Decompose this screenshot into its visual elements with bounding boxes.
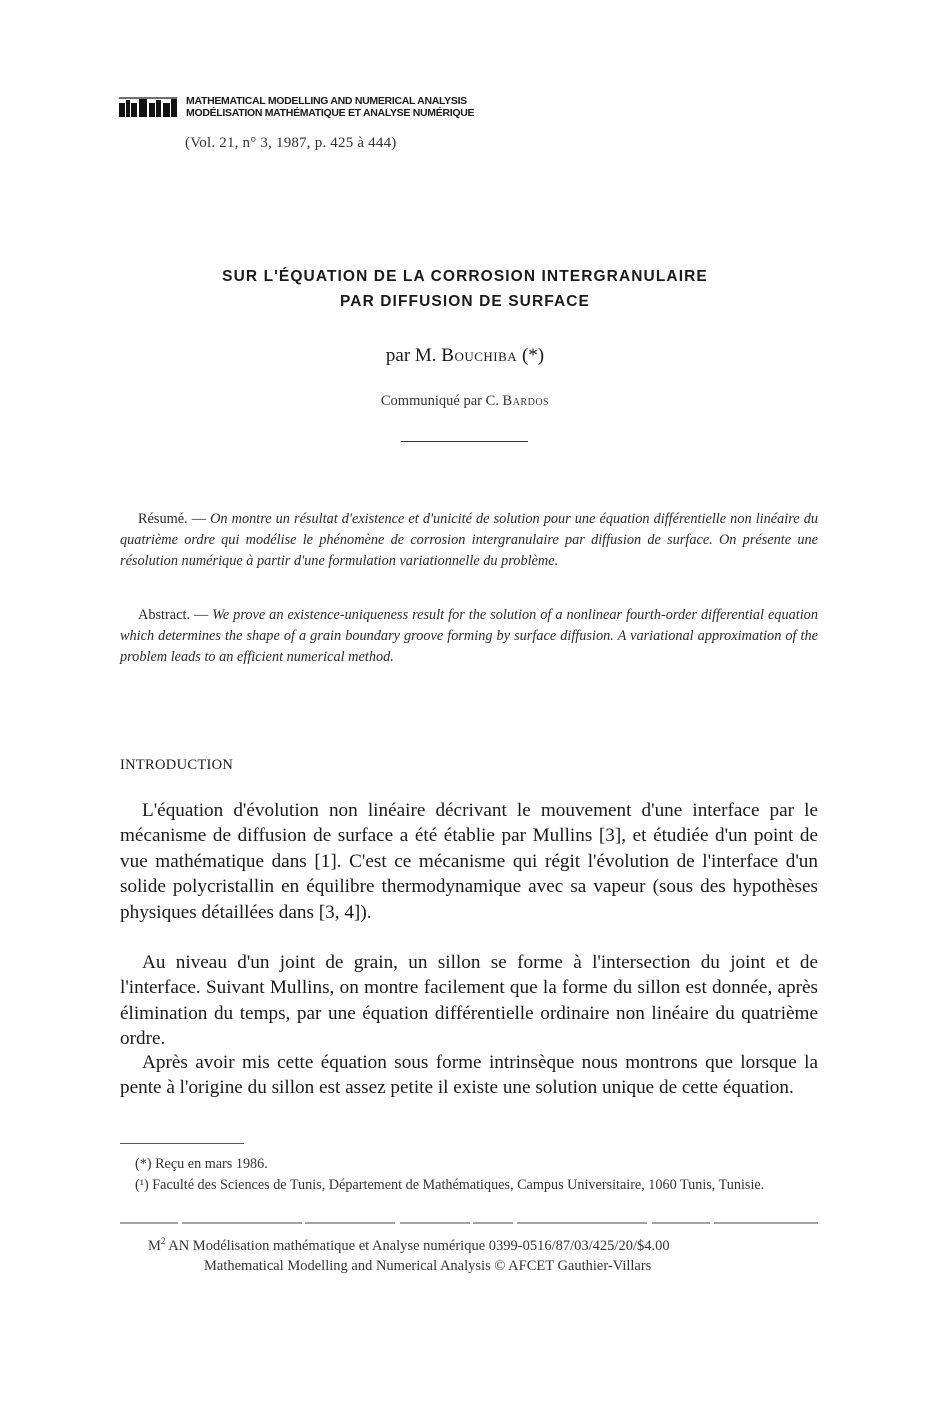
footnote-affiliation [120,1175,818,1195]
resume-text: On montre un résultat d'existence et d'unicité de solution pour une équation différentielle non linéaire du quatrième ordre qui modélise le phénomène de corrosion intergranulaire par diffusion de surface. On présente une résolution numérique à partir d'une formulation variationnelle du problème. [120,511,818,569]
intro-paragraph-2 [120,950,818,1052]
communique-prefix: Communiqué par C. [380,393,499,409]
communicated-by [0,393,930,410]
author-line [0,345,930,367]
author-footnote-mark: (*) [521,345,545,366]
footnote-rule [120,1143,244,1144]
paper-title-line-2: PAR DIFFUSION DE SURFACE [339,293,590,310]
intro-paragraph-3 [120,1050,818,1101]
footnote-2-text: Faculté des Sciences de Tunis, Département de Mathématiques, Campus Universitaire, 1060 Tunis, Tunisie. [152,1177,765,1193]
footnote-1-text: Reçu en mars 1986. [155,1156,268,1172]
title-separator [401,441,528,442]
author-prefix: par M. [385,345,437,366]
journal-logo-icon [119,97,179,119]
abstract-text: We prove an existence-uniqueness result for the solution of a nonlinear fourth-order differential equation which determines the shape of a grain boundary groove forming by surface diffusion. A variational approximation of the problem leads to an efficient numerical method. [120,607,818,665]
intro-paragraph-3-text: Après avoir mis cette équation sous forme intrinsèque nous montrons que lorsque la pente à l'origine du sillon est assez petite il existe une solution unique de cette équation. [120,1052,818,1099]
credit-sup: 2 [160,1236,166,1246]
footnote-received [120,1154,818,1174]
bottom-rule [120,1222,818,1224]
communique-name: Bardos [502,393,550,409]
section-heading-introduction: INTRODUCTION [120,757,234,773]
credit-line-1-rest: AN Modélisation mathématique et Analyse numérique 0399-0516/87/03/425/20/$4.00 [165,1237,670,1254]
volume-info: (Vol. 21, n° 3, 1987, p. 425 à 444) [185,135,397,151]
journal-name-en: MATHEMATICAL MODELLING AND NUMERICAL ANALYSIS [186,95,467,107]
author-name: Bouchiba [441,345,518,366]
abstract-label: Abstract. — [138,607,209,623]
intro-paragraph-1 [120,798,818,925]
resume-block [120,509,818,572]
paper-title-line-1: SUR L'ÉQUATION DE LA CORROSION INTERGRANULAIRE [222,268,708,285]
intro-paragraph-2-text: Au niveau d'un joint de grain, un sillon se forme à l'intersection du joint et de l'interface. Suivant Mullins, on montre facilement que la forme du sillon est donnée, après élimination du temps, par une équation différentielle ordinaire non linéaire du quatrième ordre. [120,952,818,1050]
journal-name-fr: MODÉLISATION MATHÉMATIQUE ET ANALYSE NUMÉRIQUE [186,107,475,119]
journal-credit-line-2: Mathematical Modelling and Numerical Analysis © AFCET Gauthier-Villars [204,1258,652,1274]
abstract-block [120,605,818,668]
footnote-2-mark: (¹) [135,1177,149,1193]
resume-label: Résumé. — [138,511,206,527]
journal-credit-line-1 [148,1236,670,1255]
credit-m: M [148,1237,161,1254]
footnote-1-mark: (*) [135,1156,152,1172]
intro-paragraph-1-text: L'équation d'évolution non linéaire décrivant le mouvement d'une interface par le mécanisme de diffusion de surface a été établie par Mullins [3], et étudiée d'un point de vue mathématique dans [1]. C'est ce mécanisme qui régit l'évolution de l'interface d'un solide polycristallin en équilibre thermodynamique avec sa vapeur (sous des hypothèses physiques détaillées dans [3, 4]). [120,800,818,923]
